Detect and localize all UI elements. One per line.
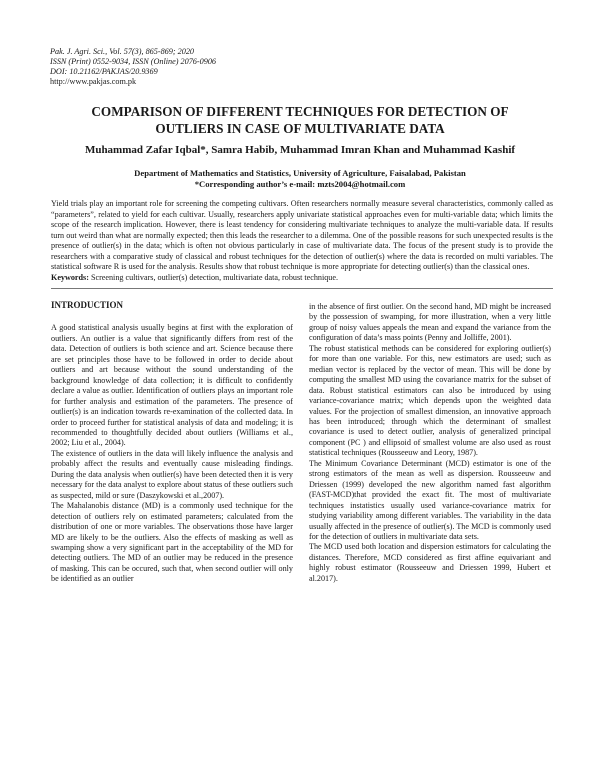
title-line-2: OUTLIERS IN CASE OF MULTIVARIATE DATA — [155, 121, 445, 136]
paragraph: The Mahalanobis distance (MD) is a commonly used technique for the detection of outliers rely on estimated parameters; calculated from the distribution of one or more variables. The observations those have larger MD are likely to be the outliers. Also the effects of masking as well as swamping show a very significant part in the acceptability of the MD for detecting outliers. The MD of an outlier may be reduced in the presence of masking. This can be occured, such that, when second outlier will only be identified as an outlier — [51, 501, 293, 584]
paragraph: The Minimum Covariance Determinant (MCD) estimator is one of the strong estimators of the mean as well as dispersion. Rousseeuw and Driessen (1999) developed the new algorithm named fast algorithm (FAST-MCD)that provided the exact fit. The most of multivariate techniques instatistics usually used variance-covariance matrix for studying variability among different variables. The variability in the data usually affected in the presence of outlier(s). The MCD is commonly used for the detection of outliers in multivariate data sets. — [309, 458, 551, 541]
author-list: Muhammad Zafar Iqbal*, Samra Habib, Muhammad Imran Khan and Muhammad Kashif — [84, 144, 516, 156]
paragraph: in the absence of first outlier. On the second hand, MD might be increased by the possession of swamping, for more illustration, when a very little group of noisy values appeals the mean and expand the variance from the configuration of data’s mass points (Penny and Jolliffe, 2001). — [309, 302, 551, 343]
paragraph: The robust statistical methods can be considered for exploring outlier(s) for more than one variable. For this, new estimators are used; such as median vector is replaced by the vector of mean. This will be done by computing the smallest MD using the covariance matrix for the subset of data. Robust statistical estimators can also be introduced by using variance-covariance matrix; which depends upon the weighted data values. For the projection of smallest dimension, an innovative approach has been introduced; through which the determinant of smallest covariance is used to detect outlier, analysis of generalized principal component (PC ) and ellipsoid of smallest volume are also used as roust statistical techniques (Rousseeuw and Leory, 1987). — [309, 343, 551, 458]
section-divider — [51, 288, 553, 289]
abstract — [51, 199, 553, 283]
paragraph: A good statistical analysis usually begins at first with the exploration of outliers. An outlier is a value that significantly differs from rest of the data. Detection of outliers is both science and art. Science because there are set principles those have to be followed in order to decide about outliers and art because without the sound understanding of the background knowledge of data collection; it is difficult to confidently declare a value as outlier. Identification of outliers plays an important role for further analysis and estimation of the parameters. The presence of outlier(s) is an indication towards re-examination of the collected data. In order to proceed further for statistical analysis of data and modeling; it is recommended to thoughtfully decided about outliers (Williams et al., 2002; Liu et al., 2004). — [51, 323, 293, 448]
abstract-text: Yield trials play an important role for screening the competing cultivars. Often researchers normally measure several characteristics, commonly called as “parameters”, related to yield for each cultivar. Usually, researchers apply univariate statistical approaches even for multi-variable data; which limits the scope of the research implication. However, there is least tendency for considering multivariate techniques to analyze the multi-variable data. If results turn out weird than what are normally expected; then this leads the researcher to a dilemma. One of the possible reasons for such unexpected results is the presence of outlier(s) in the data; which is often not obvious particularly in case of multivariate data. The focus of the present study is to provide the researchers with a comparative study of classical and robust techniques for the detection of outlier(s) where the data is recorded on multi variables. The statistical software R is used for the analysis. Results show that robust technique is more appropriate for detecting outlier(s) than the classical ones. — [51, 199, 553, 272]
doi-line: DOI: 10.21162/PAKJAS/20.9369 — [50, 67, 158, 77]
journal-citation: Pak. J. Agri. Sci., Vol. 57(3), 865-869; 2020 — [50, 47, 195, 56]
issn-line: ISSN (Print) 0552-9034, ISSN (Online) 2076-0906 — [50, 57, 217, 67]
paragraph: The MCD used both location and dispersion estimators for calculating the distances. Therefore, MCD considered as first affine equivariant and highly robust estimator (Rousseeuw and Driessen 1999, Hubert et al.2017). — [309, 542, 551, 583]
section-heading-introduction: INTRODUCTION — [51, 300, 124, 310]
journal-url[interactable]: http://www.pakjas.com.pk — [50, 77, 137, 87]
affiliation-block — [40, 168, 560, 190]
right-column — [309, 302, 551, 584]
left-column — [51, 300, 293, 585]
keywords — [51, 273, 553, 284]
keywords-label: Keywords: — [51, 272, 89, 282]
title-line-1: COMPARISON OF DIFFERENT TECHNIQUES FOR DETECTION OF — [91, 104, 509, 119]
paper-title — [40, 103, 560, 137]
affiliation: Department of Mathematics and Statistics, University of Agriculture, Faisalabad, Pakistan — [134, 168, 466, 178]
corresponding-author: *Corresponding author’s e-mail: mzts2004@hotmail.com — [194, 179, 406, 189]
paragraph: The existence of outliers in the data will likely influence the analysis and probably affect the results and eventually cause misleading findings. During the data analysis when outlier(s) have been detected then it is very necessary for the data analyst to explore about status of these outliers such as suspected, mild or sure (Daszykowski et al.,2007). — [51, 448, 293, 500]
journal-header — [50, 47, 216, 87]
keywords-text: Screening cultivars, outlier(s) detection, multivariate data, robust technique. — [90, 272, 339, 282]
